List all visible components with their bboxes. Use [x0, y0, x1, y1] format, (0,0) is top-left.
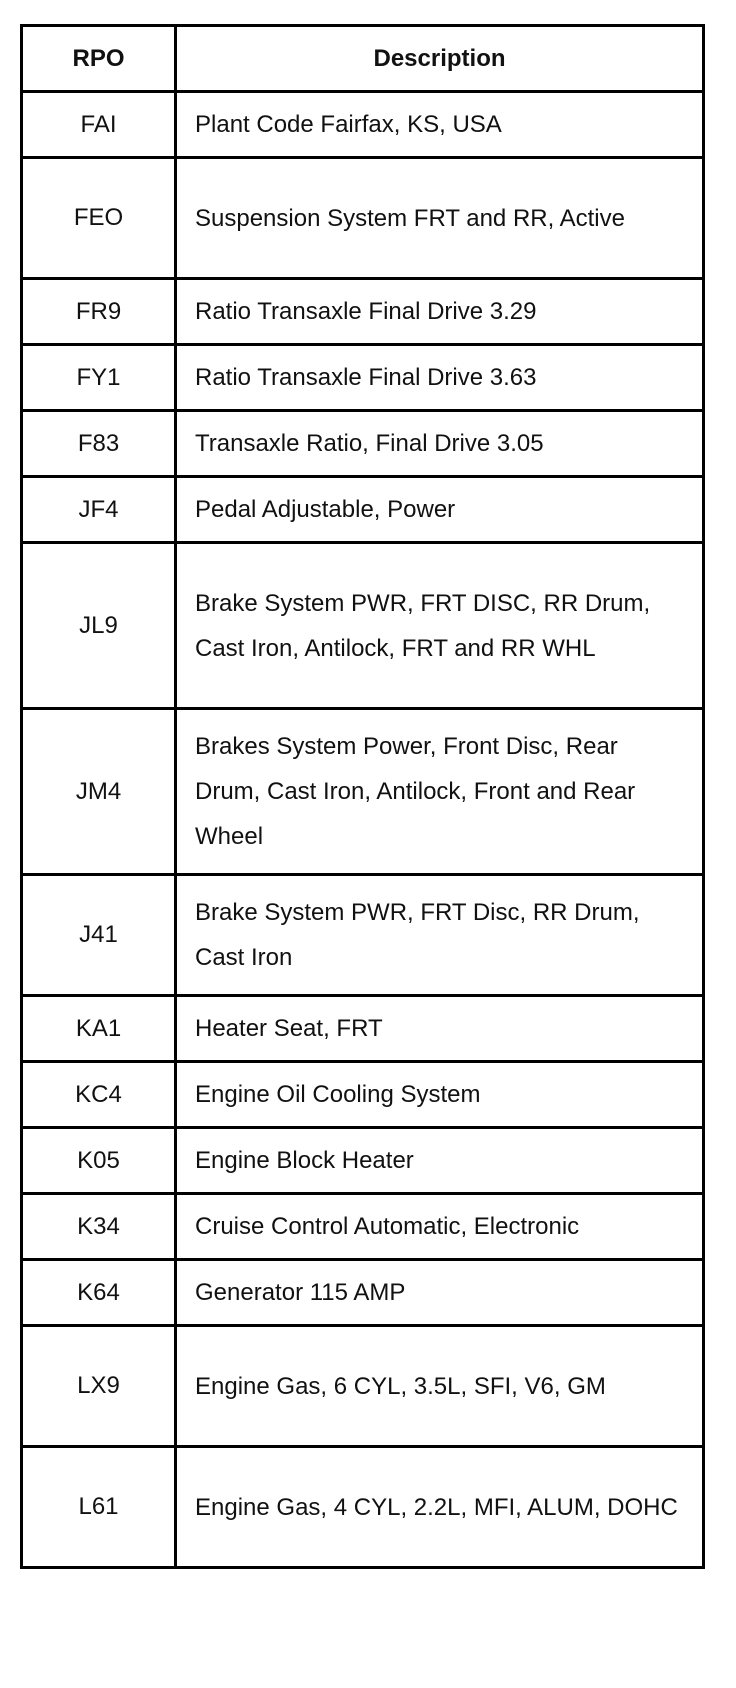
table-row [23, 1195, 702, 1261]
rpo-code-cell: FEO [23, 159, 177, 277]
description-cell: Heater Seat, FRT [195, 1015, 383, 1042]
description-cell: Cruise Control Automatic, Electronic [195, 1213, 580, 1240]
rpo-code-cell: K34 [23, 1195, 177, 1258]
table-row [23, 997, 702, 1063]
rpo-code-cell: L61 [23, 1448, 177, 1566]
description-cell: Transaxle Ratio, Final Drive 3.05 [195, 430, 544, 457]
description-cell: Brake System PWR, FRT DISC, RR Drum, Cast Iron, Antilock, FRT and RR WHL [195, 589, 651, 662]
rpo-code-cell: JF4 [23, 478, 177, 541]
header-description: Description [373, 45, 506, 72]
description-cell: Brake System PWR, FRT Disc, RR Drum, Cast Iron [195, 899, 640, 971]
table-row [23, 1129, 702, 1195]
table-row [23, 1327, 702, 1448]
rpo-code-cell: FAI [23, 93, 177, 156]
table-header-row [23, 27, 702, 93]
description-cell: Pedal Adjustable, Power [195, 496, 456, 523]
header-rpo: RPO [23, 27, 177, 90]
rpo-code-cell: JM4 [23, 710, 177, 873]
rpo-code-cell: FY1 [23, 346, 177, 409]
rpo-code-cell: K05 [23, 1129, 177, 1192]
table-row [23, 544, 702, 710]
description-cell: Ratio Transaxle Final Drive 3.63 [195, 364, 537, 391]
description-cell: Engine Gas, 6 CYL, 3.5L, SFI, V6, GM [195, 1372, 606, 1400]
table-row [23, 1261, 702, 1327]
rpo-code-cell: KA1 [23, 997, 177, 1060]
description-cell: Suspension System FRT and RR, Active [195, 204, 625, 232]
table-row [23, 1063, 702, 1129]
rpo-code-cell: FR9 [23, 280, 177, 343]
table-row [23, 478, 702, 544]
table-row [23, 346, 702, 412]
description-cell: Engine Block Heater [195, 1147, 414, 1174]
table-row [23, 1448, 702, 1569]
table-row [23, 159, 702, 280]
description-cell: Engine Oil Cooling System [195, 1081, 481, 1108]
table-body [23, 93, 702, 1569]
rpo-code-cell: F83 [23, 412, 177, 475]
rpo-code-cell: J41 [23, 876, 177, 994]
rpo-code-cell: K64 [23, 1261, 177, 1324]
rpo-table [20, 24, 705, 1569]
table-row [23, 280, 702, 346]
description-cell: Engine Gas, 4 CYL, 2.2L, MFI, ALUM, DOHC [195, 1493, 678, 1521]
rpo-code-cell: KC4 [23, 1063, 177, 1126]
rpo-code-cell: LX9 [23, 1327, 177, 1445]
description-cell: Brakes System Power, Front Disc, Rear Drum, Cast Iron, Antilock, Front and Rear Wheel [195, 733, 636, 850]
rpo-code-cell: JL9 [23, 544, 177, 707]
description-cell: Plant Code Fairfax, KS, USA [195, 111, 502, 138]
description-cell: Generator 115 AMP [195, 1279, 406, 1306]
table-row [23, 876, 702, 997]
description-cell: Ratio Transaxle Final Drive 3.29 [195, 298, 537, 325]
table-row [23, 93, 702, 159]
table-row [23, 710, 702, 876]
table-row [23, 412, 702, 478]
